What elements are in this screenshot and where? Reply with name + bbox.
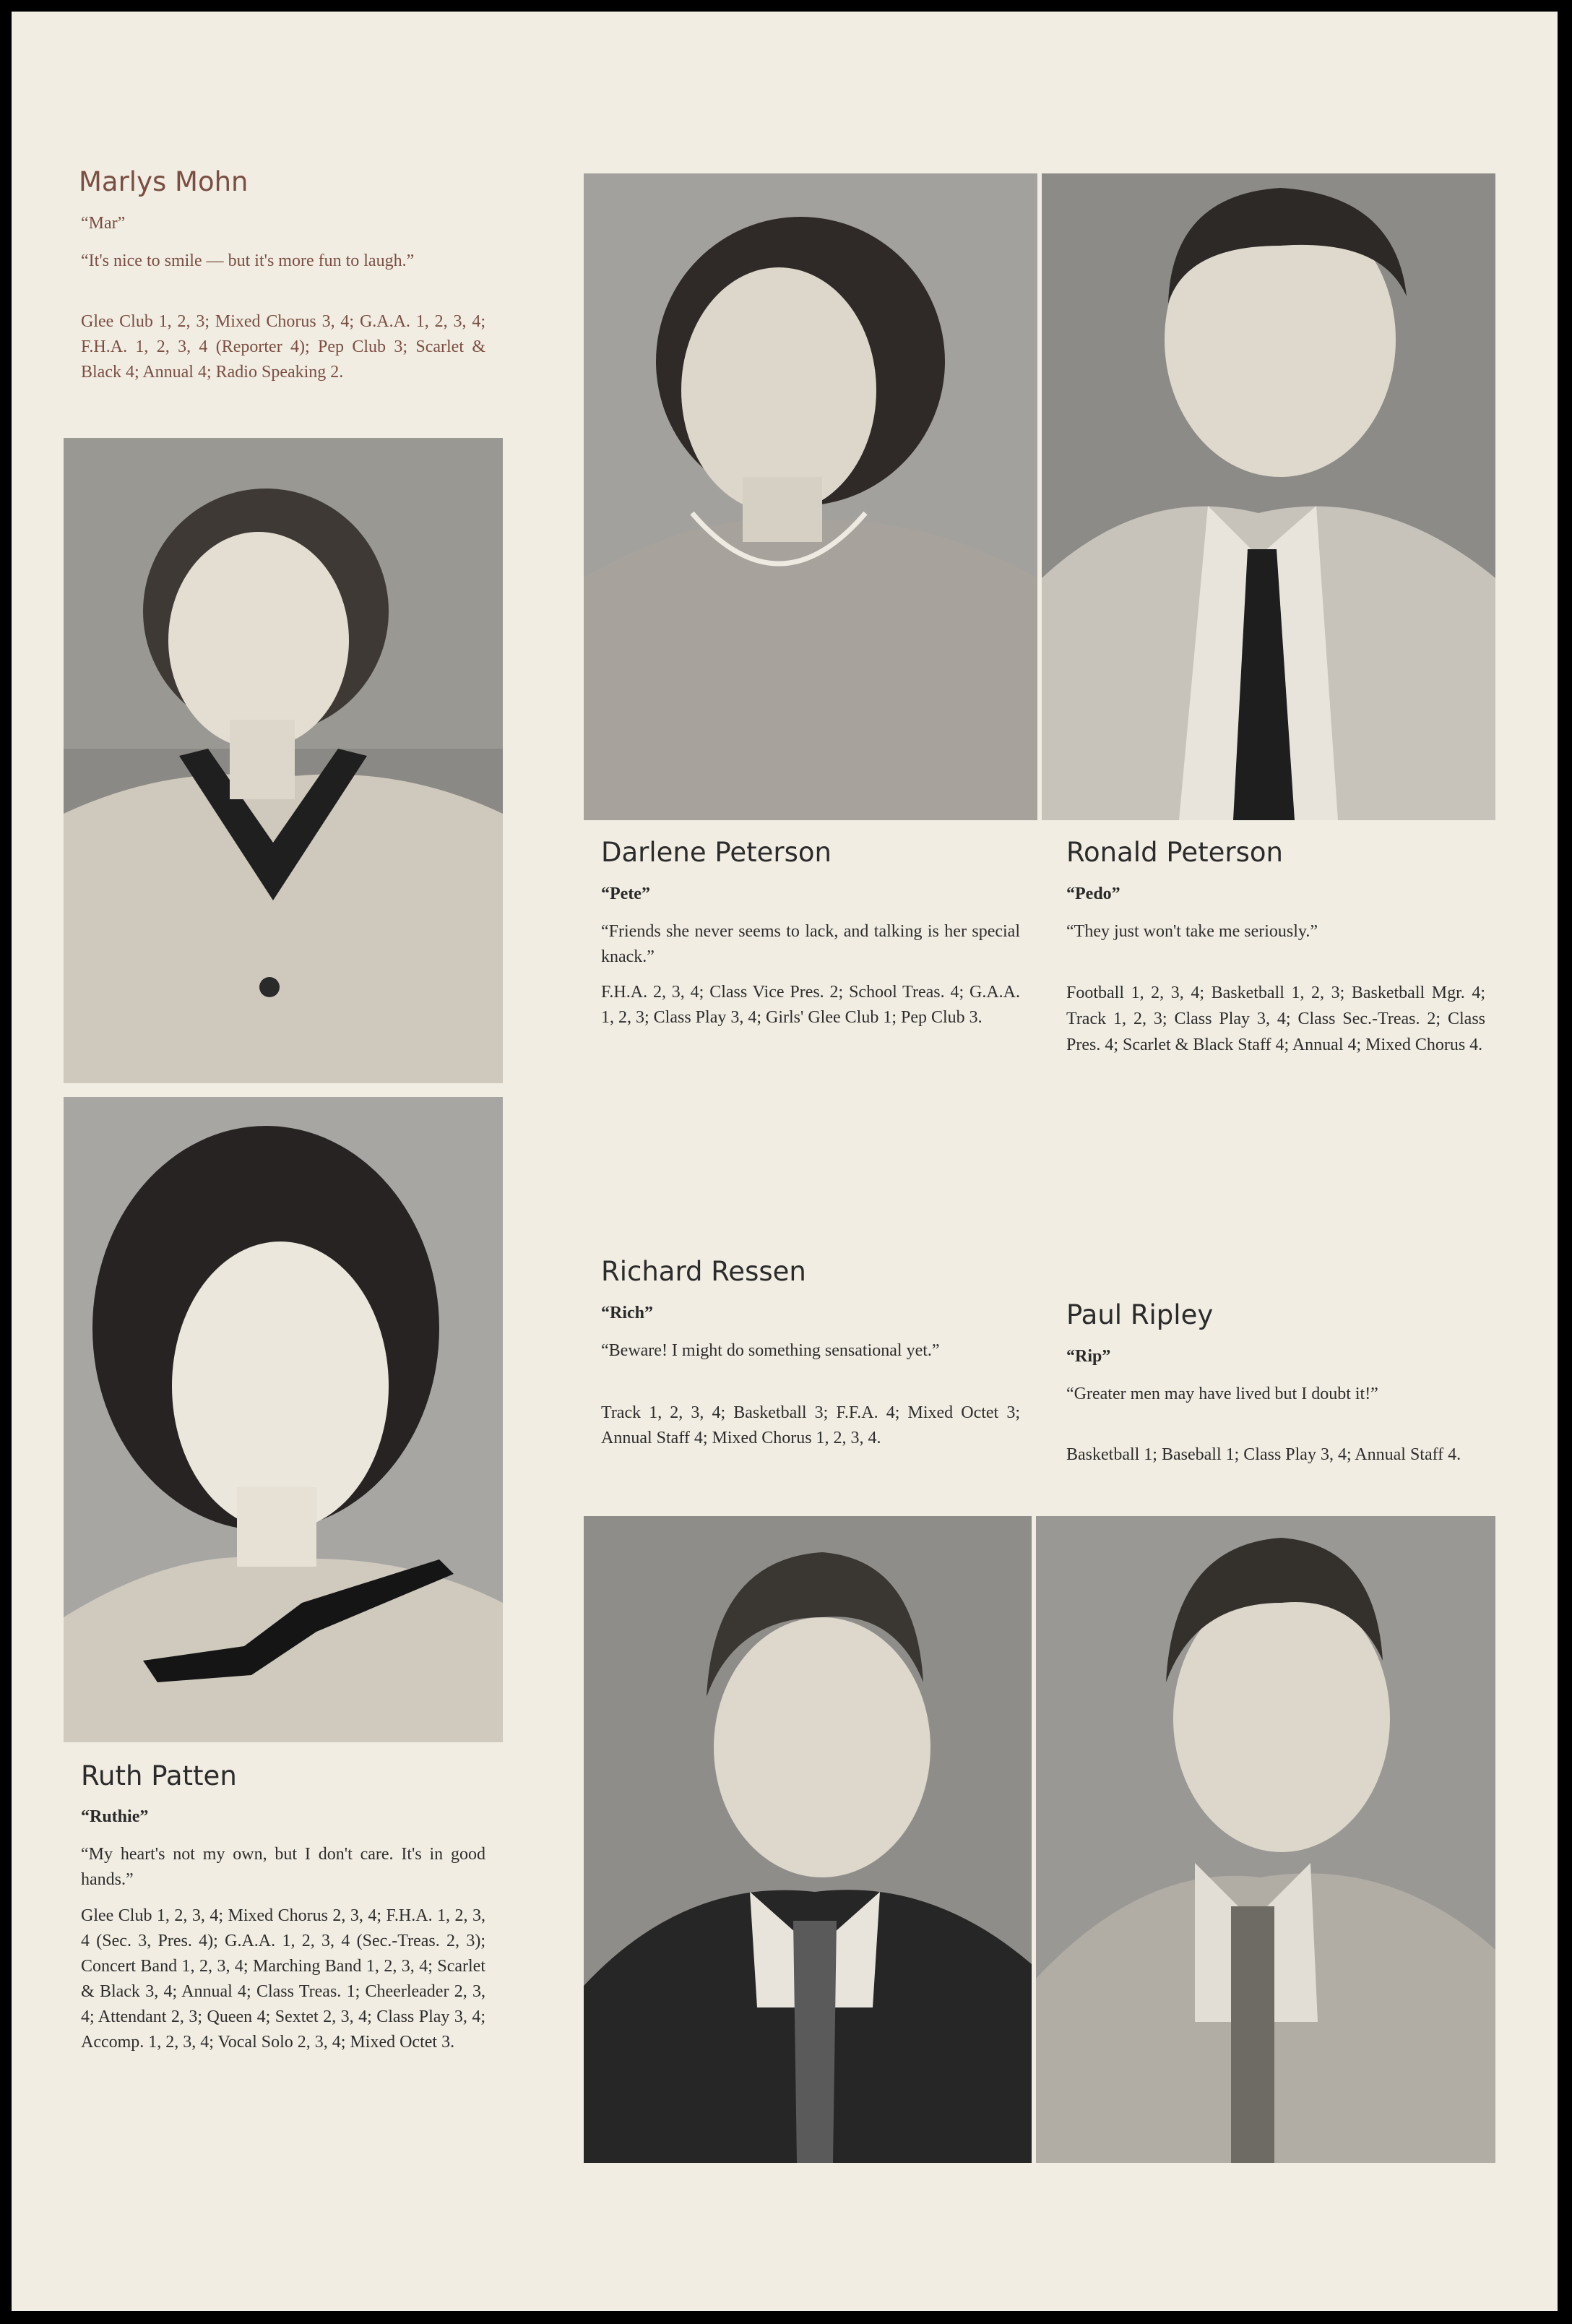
student-name: Marlys Mohn	[79, 166, 249, 197]
student-portrait	[64, 1097, 503, 1742]
student-portrait	[1042, 173, 1495, 820]
yearbook-page	[12, 12, 1558, 2311]
student-name: Ruth Patten	[81, 1760, 237, 1791]
student-activities: Glee Club 1, 2, 3, 4; Mixed Chorus 2, 3, 4; F.H.A. 1, 2, 3, 4 (Sec. 3, Pres. 4); G.A.A. 1, 2, 3, 4 (Sec.-Treas. 2, 3); Concert Band 1, 2, 3, 4; Marching Band 1, 2, 3, 4; Scarlet & Black 3, 4; Annual 4; Class Treas. 1; Cheerleader 2, 3, 4; Attendant 2, 3; Queen 4; Sextet 2, 3, 4; Class Play 3, 4; Accomp. 1, 2, 3, 4; Vocal Solo 2, 3, 4; Mixed Octet 3.	[81, 1906, 485, 2052]
student-nickname: “Pete”	[601, 885, 650, 903]
student-nickname: “Ruthie”	[81, 1807, 149, 1826]
student-activities: Glee Club 1, 2, 3; Mixed Chorus 3, 4; G.A.A. 1, 2, 3, 4; F.H.A. 1, 2, 3, 4 (Reporter 4); Pep Club 3; Scarlet & Black 4; Annual 4; Radio Speaking 2.	[81, 312, 485, 382]
student-portrait	[584, 173, 1037, 820]
student-nickname: “Rip”	[1066, 1347, 1111, 1366]
student-name: Paul Ripley	[1066, 1299, 1214, 1330]
student-quote: “It's nice to smile — but it's more fun to laugh.”	[81, 251, 415, 270]
student-portrait	[1036, 1516, 1495, 2163]
student-quote: “Friends she never seems to lack, and talking is her special knack.”	[601, 922, 1020, 966]
student-activities: Football 1, 2, 3, 4; Basketball 1, 2, 3; Basketball Mgr. 4; Track 1, 2, 3; Class Play 3, 4; Class Sec.-Treas. 2; Class Pres. 4; Scarlet & Black Staff 4; Annual 4; Mixed Chorus 4.	[1066, 984, 1485, 1054]
student-quote: “They just won't take me seriously.”	[1066, 922, 1318, 941]
student-quote: “Beware! I might do something sensational yet.”	[601, 1341, 940, 1360]
student-nickname: “Pedo”	[1066, 885, 1120, 903]
student-quote: “My heart's not my own, but I don't care. It's in good hands.”	[81, 1845, 485, 1889]
student-nickname: “Rich”	[601, 1304, 653, 1322]
student-name: Richard Ressen	[601, 1256, 806, 1287]
student-quote: “Greater men may have lived but I doubt it!”	[1066, 1385, 1378, 1403]
student-activities: Basketball 1; Baseball 1; Class Play 3, 4; Annual Staff 4.	[1066, 1445, 1461, 1464]
student-nickname: “Mar”	[81, 214, 126, 233]
student-activities: F.H.A. 2, 3, 4; Class Vice Pres. 2; School Treas. 4; G.A.A. 1, 2, 3; Class Play 3, 4; Girls' Glee Club 1; Pep Club 3.	[601, 983, 1020, 1027]
student-portrait	[64, 438, 503, 1083]
student-name: Darlene Peterson	[601, 837, 832, 868]
student-portrait	[584, 1516, 1032, 2163]
student-name: Ronald Peterson	[1066, 837, 1283, 868]
student-activities: Track 1, 2, 3, 4; Basketball 3; F.F.A. 4; Mixed Octet 3; Annual Staff 4; Mixed Chorus 1, 2, 3, 4.	[601, 1403, 1020, 1447]
